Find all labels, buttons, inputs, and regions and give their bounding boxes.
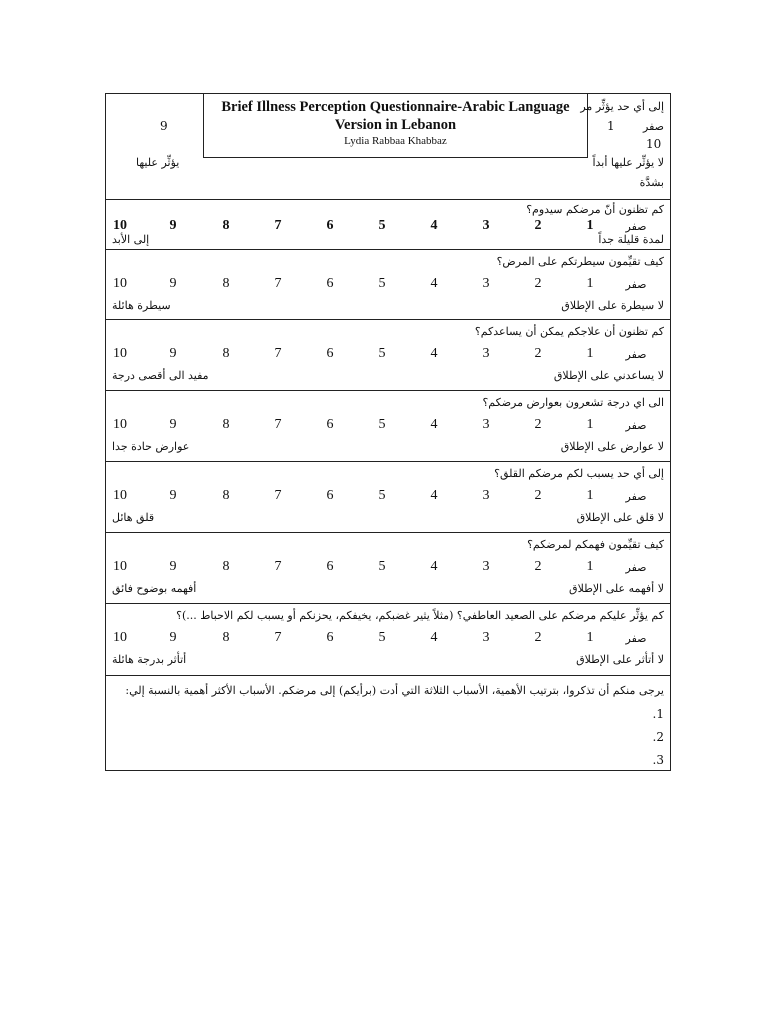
scale-point[interactable]: 1 xyxy=(586,346,594,361)
scale-point[interactable]: 3 xyxy=(482,417,490,432)
scale-point[interactable]: 8 xyxy=(222,417,230,432)
cause-item-3: .3 xyxy=(652,753,664,767)
scale-point[interactable]: 2 xyxy=(534,346,542,361)
scale-point[interactable]: 1 xyxy=(586,559,594,574)
header-row xyxy=(106,94,670,200)
scale-point[interactable]: 6 xyxy=(326,559,334,574)
scale-point[interactable]: 6 xyxy=(326,488,334,503)
scale-point[interactable]: 8 xyxy=(222,346,230,361)
scale-point[interactable]: صفر xyxy=(625,220,647,233)
scale-point[interactable]: 8 xyxy=(222,488,230,503)
questionnaire-form xyxy=(105,93,671,771)
scale-point[interactable]: 4 xyxy=(430,276,438,291)
q1-ten: 10 xyxy=(646,137,662,151)
title-box xyxy=(203,94,588,158)
question-row xyxy=(106,391,670,462)
scale-point[interactable]: 9 xyxy=(169,276,177,291)
cause-item-2: .2 xyxy=(652,730,664,744)
scale-point[interactable]: 10 xyxy=(113,346,127,361)
scale-point[interactable]: 7 xyxy=(274,346,282,361)
scale-point[interactable]: 6 xyxy=(326,346,334,361)
high-anchor-label: مفيد الى أقصى درجة xyxy=(112,369,209,382)
q1-low-label-cont: بشدَّة xyxy=(639,176,664,189)
scale-point[interactable]: 8 xyxy=(222,218,230,233)
q1-zero: صفر xyxy=(643,120,664,133)
scale-point[interactable]: 3 xyxy=(482,559,490,574)
scale-point[interactable]: 5 xyxy=(378,559,386,574)
scale-point[interactable]: 4 xyxy=(430,417,438,432)
scale-point[interactable]: 5 xyxy=(378,488,386,503)
question-row xyxy=(106,462,670,533)
low-anchor-label: لا سيطرة على الإطلاق xyxy=(561,299,664,312)
scale-point[interactable]: صفر xyxy=(625,561,647,574)
scale-point[interactable]: 9 xyxy=(169,630,177,645)
page-title: Brief Illness Perception Questionnaire-Arabic Language Version in Lebanon xyxy=(221,99,570,133)
scale-point[interactable]: 2 xyxy=(534,559,542,574)
scale-point[interactable]: 7 xyxy=(274,276,282,291)
question-text: كم يؤثِّر عليكم مرضكم على الصعيد العاطفي؟ (مثلاً يثير غضبكم، يخيفكم، يحزنكم أو يسبب لكم الاحباط ...)؟ xyxy=(176,609,664,622)
scale-point[interactable]: 7 xyxy=(274,218,282,233)
scale-point[interactable]: 7 xyxy=(274,630,282,645)
scale-point[interactable]: 10 xyxy=(113,488,127,503)
scale-point[interactable]: 8 xyxy=(222,559,230,574)
scale-point[interactable]: 3 xyxy=(482,218,490,233)
scale-point[interactable]: 6 xyxy=(326,276,334,291)
question-row xyxy=(106,250,670,320)
question-text: إلى أي حد يسبب لكم مرضكم القلق؟ xyxy=(494,467,664,480)
scale-point[interactable]: 3 xyxy=(482,630,490,645)
high-anchor-label: عوارض حادة جدا xyxy=(112,440,190,453)
scale-point[interactable]: 7 xyxy=(274,559,282,574)
scale-point[interactable]: 5 xyxy=(378,630,386,645)
scale-point[interactable]: 2 xyxy=(534,630,542,645)
scale-point[interactable]: 9 xyxy=(169,218,177,233)
scale-point[interactable]: 1 xyxy=(586,630,594,645)
high-anchor-label: قلق هائل xyxy=(112,511,155,524)
high-anchor-label: سيطرة هائلة xyxy=(112,299,171,312)
scale-point[interactable]: صفر xyxy=(625,490,647,503)
scale-point[interactable]: 9 xyxy=(169,559,177,574)
scale-point[interactable]: 1 xyxy=(586,488,594,503)
scale-point[interactable]: 9 xyxy=(169,488,177,503)
scale-point[interactable]: صفر xyxy=(625,632,647,645)
scale-point[interactable]: 2 xyxy=(534,417,542,432)
q1-one: 1 xyxy=(607,119,615,133)
scale-point[interactable]: 1 xyxy=(586,417,594,432)
cause-item-1: .1 xyxy=(652,707,664,721)
scale-point[interactable]: 3 xyxy=(482,346,490,361)
scale-point[interactable]: 2 xyxy=(534,276,542,291)
low-anchor-label: لا عوارض على الإطلاق xyxy=(560,440,664,453)
scale-point[interactable]: صفر xyxy=(625,348,647,361)
scale-point[interactable]: 3 xyxy=(482,488,490,503)
high-anchor-label: أفهمه بوضوح فائق xyxy=(112,582,197,595)
question-row xyxy=(106,200,670,250)
scale-point[interactable]: 9 xyxy=(169,346,177,361)
question-1-text: إلى أي حد يؤثِّر مر xyxy=(580,100,664,113)
scale-point[interactable]: 3 xyxy=(482,276,490,291)
question-row xyxy=(106,533,670,604)
scale-point[interactable]: 5 xyxy=(378,276,386,291)
low-anchor-label: لا قلق على الإطلاق xyxy=(576,511,664,524)
scale-point[interactable]: 1 xyxy=(586,218,594,233)
scale-point[interactable]: 4 xyxy=(430,559,438,574)
question-text: كم تظنون أن علاجكم يمكن أن يساعدكم؟ xyxy=(474,325,664,338)
scale-point[interactable]: 10 xyxy=(113,218,127,233)
scale-point[interactable]: 10 xyxy=(113,559,127,574)
question-text: كيف تقيِّمون فهمكم لمرضكم؟ xyxy=(527,538,664,551)
scale-point[interactable]: 2 xyxy=(534,218,542,233)
scale-point[interactable]: 5 xyxy=(378,346,386,361)
author-name: Lydia Rabbaa Khabbaz xyxy=(344,135,447,147)
final-row xyxy=(106,676,670,772)
scale-point[interactable]: 7 xyxy=(274,417,282,432)
scale-point[interactable]: 6 xyxy=(326,218,334,233)
scale-point[interactable]: 10 xyxy=(113,630,127,645)
question-row xyxy=(106,604,670,676)
scale-point[interactable]: 1 xyxy=(586,276,594,291)
scale-point[interactable]: 8 xyxy=(222,630,230,645)
q1-low-label: لا يؤثِّر عليها أبداً xyxy=(592,156,664,169)
scale-point[interactable]: 10 xyxy=(113,276,127,291)
scale-point[interactable]: صفر xyxy=(625,419,647,432)
scale-point[interactable]: 4 xyxy=(430,488,438,503)
scale-point[interactable]: 5 xyxy=(378,218,386,233)
scale-point[interactable]: 9 xyxy=(169,417,177,432)
question-row xyxy=(106,320,670,391)
low-anchor-label: لمدة قليلة جداً xyxy=(598,233,664,246)
scale-point[interactable]: 4 xyxy=(430,346,438,361)
scale-point[interactable]: 6 xyxy=(326,630,334,645)
question-text: كيف تقيِّمون سيطرتكم على المرض؟ xyxy=(496,255,664,268)
question-text: الى اي درجة تشعرون بعوارض مرضكم؟ xyxy=(482,396,664,409)
high-anchor-label: إلى الأبد xyxy=(112,233,150,246)
scale-point[interactable]: 8 xyxy=(222,276,230,291)
q1-high-label: يؤثِّر عليها xyxy=(136,156,180,169)
low-anchor-label: لا أتأثر على الإطلاق xyxy=(576,653,664,666)
low-anchor-label: لا يساعدني على الإطلاق xyxy=(553,369,664,382)
scale-point[interactable]: صفر xyxy=(625,278,647,291)
scale-point[interactable]: 10 xyxy=(113,417,127,432)
low-anchor-label: لا أفهمه على الإطلاق xyxy=(569,582,664,595)
final-question-text: يرجى منكم أن تذكروا، بترتيب الأهمية، الأسباب الثلاثة التي أدت (برأيكم) إلى مرضكم. الأسباب الأكثر أهمية بالنسبة إلي: xyxy=(125,684,664,697)
scale-point[interactable]: 4 xyxy=(430,218,438,233)
q1-nine: 9 xyxy=(160,119,168,133)
scale-point[interactable]: 6 xyxy=(326,417,334,432)
scale-point[interactable]: 5 xyxy=(378,417,386,432)
high-anchor-label: أتأثر بدرجة هائلة xyxy=(112,653,187,666)
scale-point[interactable]: 4 xyxy=(430,630,438,645)
scale-point[interactable]: 2 xyxy=(534,488,542,503)
scale-point[interactable]: 7 xyxy=(274,488,282,503)
question-text: كم تظنون أنّ مرضكم سيدوم؟ xyxy=(526,203,664,216)
